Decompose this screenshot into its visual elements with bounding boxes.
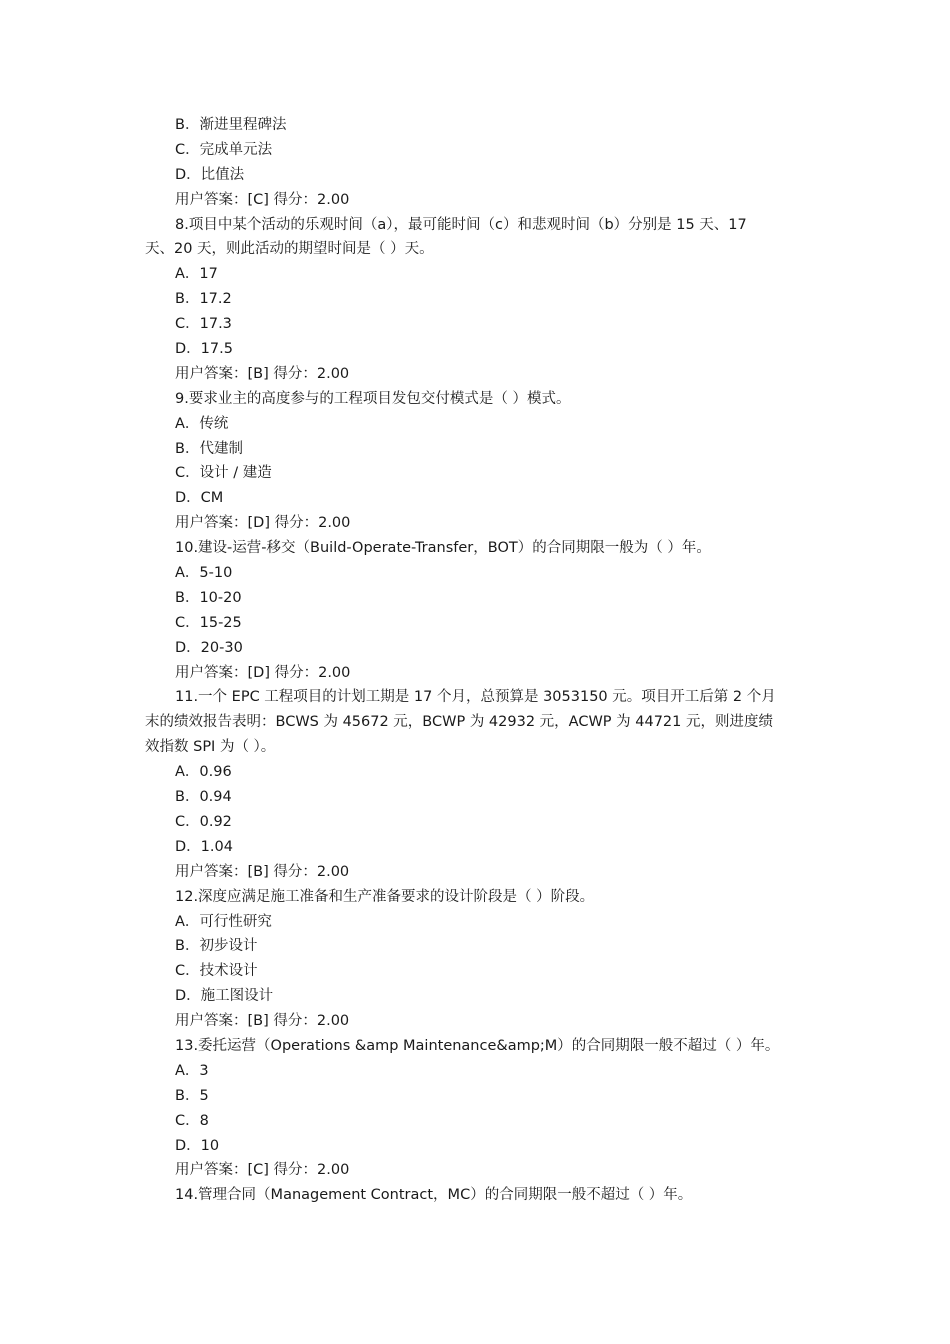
answer-option: D．20-30 [175,639,243,656]
answer-option: A．传统 [175,415,229,432]
question-text-continued: 天、20 天，则此活动的期望时间是（ ）天。 [145,241,434,258]
answer-option: C．技术设计 [175,963,258,980]
answer-option: A．5-10 [175,565,233,582]
user-answer-score: 用户答案：[B] 得分：2.00 [175,365,350,382]
answer-option: D．比值法 [175,166,245,183]
answer-option: C．17.3 [175,316,232,333]
answer-option: A．0.96 [175,764,232,781]
answer-option: B．5 [175,1087,209,1104]
question-text: 10.建设-运营-移交（Build-Operate-Transfer，BOT）的合同期限一般为（ ）年。 [175,540,711,557]
answer-option: B．初步设计 [175,938,258,955]
question-text-continued: 效指数 SPI 为（ ）。 [145,739,276,756]
user-answer-score: 用户答案：[C] 得分：2.00 [175,1162,350,1179]
question-text: 14.管理合同（Management Contract，MC）的合同期限一般不超过（ ）年。 [175,1187,693,1204]
answer-option: B．17.2 [175,291,232,308]
question-text-continued: 末的绩效报告表明：BCWS 为 45672 元，BCWP 为 42932 元，ACWP 为 44721 元，则进度绩 [145,714,773,731]
user-answer-score: 用户答案：[C] 得分：2.00 [175,191,350,208]
answer-option: A．17 [175,266,218,283]
answer-option: C．设计 / 建造 [175,465,272,482]
user-answer-score: 用户答案：[D] 得分：2.00 [175,515,351,532]
answer-option: D．1.04 [175,838,233,855]
question-text: 12.深度应满足施工准备和生产准备要求的设计阶段是（ ）阶段。 [175,888,595,905]
answer-option: B．10-20 [175,589,242,606]
answer-option: C．8 [175,1112,209,1129]
answer-option: C．完成单元法 [175,141,273,158]
question-text: 13.委托运营（Operations &amp Maintenance&amp;M）的合同期限一般不超过（ ）年。 [175,1037,780,1054]
user-answer-score: 用户答案：[B] 得分：2.00 [175,863,350,880]
user-answer-score: 用户答案：[B] 得分：2.00 [175,1013,350,1030]
user-answer-score: 用户答案：[D] 得分：2.00 [175,664,351,681]
answer-option: B．渐进里程碑法 [175,117,287,133]
answer-option: B．代建制 [175,440,243,457]
question-text: 11.一个 EPC 工程项目的计划工期是 17 个月，总预算是 3053150 元。项目开工后第 2 个月 [175,689,776,706]
answer-option: C．0.92 [175,813,232,830]
answer-option: D．17.5 [175,341,233,358]
answer-option: D．施工图设计 [175,988,274,1005]
question-text: 8.项目中某个活动的乐观时间（a），最可能时间（c）和悲观时间（b）分别是 15 天、17 [175,216,747,233]
answer-option: B．0.94 [175,789,232,806]
answer-option: A．3 [175,1062,209,1079]
document-page [0,113,950,1208]
answer-option: A．可行性研究 [175,913,272,930]
answer-option: D．CM [175,490,224,507]
question-text: 9.要求业主的高度参与的工程项目发包交付模式是（ ）模式。 [175,390,571,407]
answer-option: C．15-25 [175,614,242,631]
answer-option: D．10 [175,1137,220,1154]
